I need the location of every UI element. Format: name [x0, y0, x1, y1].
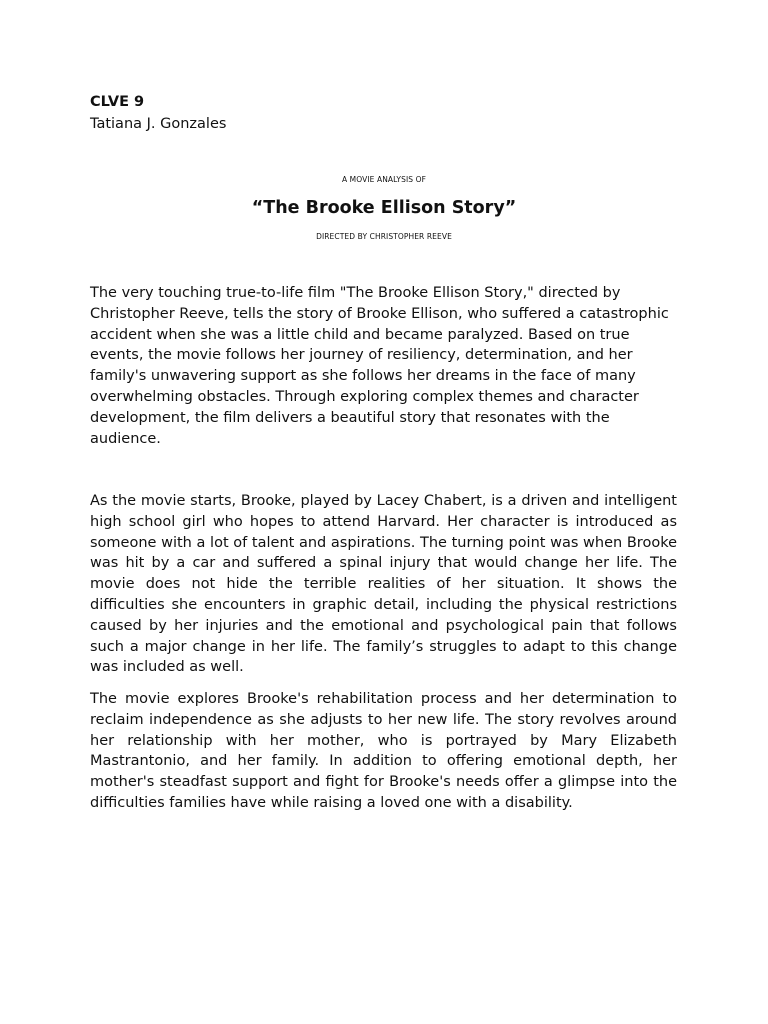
course-code: CLVE 9	[90, 94, 145, 110]
body-paragraph-2: As the movie starts, Brooke, played by Lacey Chabert, is a driven and intelligent high school girl who hopes to attend Harvard. Her character is introduced as someone with a lot of talent and aspirations. The turning point was when Brooke was hit by a car and suffered a spinal injury that would change her life. The movie does not hide the terrible realities of her situation. It shows the difficulties she encounters in graphic detail, including the physical restrictions caused by her injuries and the emotional and psychological pain that follows such a major change in her life. The family’s struggles to adapt to this change was included as well.	[90, 493, 677, 676]
analysis-kicker: A MOVIE ANALYSIS OF	[341, 175, 427, 184]
movie-title: “The Brooke Ellison Story”	[251, 198, 517, 218]
director-credit: DIRECTED BY CHRISTOPHER REEVE	[316, 232, 452, 241]
body-paragraph-3: The movie explores Brooke's rehabilitation process and her determination to reclaim independence as she adjusts to her new life. The story revolves around her relationship with her mother, who is portrayed by Mary Elizabeth Mastrantonio, and her family. In addition to offering emotional depth, her mother's steadfast support and fight for Brooke's needs offer a glimpse into the difficulties families have while raising a loved one with a disability.	[90, 691, 677, 811]
body-paragraph-1: The very touching true-to-life film "The Brooke Ellison Story," directed by Christopher Reeve, tells the story of Brooke Ellison, who suffered a catastrophic accident when she was a little child and became paralyzed. Based on true events, the movie follows her journey of resiliency, determination, and her family's unwavering support as she follows her dreams in the face of many overwhelming obstacles. Through exploring complex themes and character development, the film delivers a beautiful story that resonates with the audience.	[90, 285, 669, 447]
author-name: Tatiana J. Gonzales	[90, 116, 227, 132]
